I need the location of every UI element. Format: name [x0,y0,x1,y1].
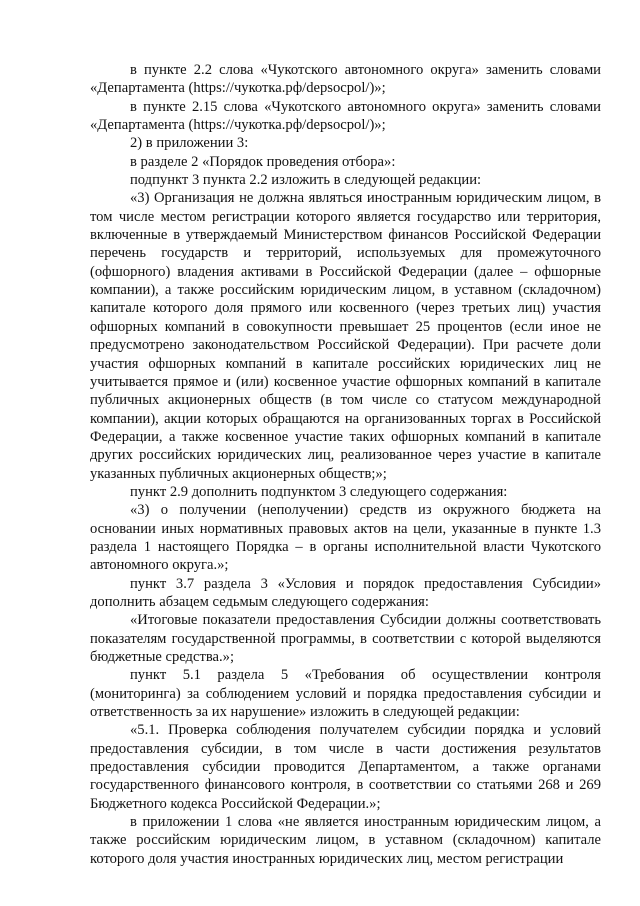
paragraph-amend-2-2: в пункте 2.2 слова «Чукотского автономного округа» заменить словами «Департамента (https://чукотка.рф/depsocpol/)»; [90,62,601,97]
paragraph-appendix-3: 2) в приложении 3: [130,135,249,152]
paragraph-amend-2-15: в пункте 2.15 слова «Чукотского автономного округа» заменить словами «Департамента (https://чукотка.рф/depsocpol/)»; [90,98,601,134]
paragraph-point-3-7-text: «Итоговые показатели предоставления Субсидии должны соответствовать показателям государственной программы, в соответствии с которой выделяются бюджетные средства.»; [90,612,601,665]
paragraph-point-2-9: пункт 2.9 дополнить подпунктом 3 следующего содержания: [130,483,508,500]
document-body [90,61,601,868]
paragraph-point-5-1-text: «5.1. Проверка соблюдения получателем субсидии порядка и условий предоставления субсидии, в том числе в части достижения результатов предоставления субсидии проводится Департаментом, а также органами государственного финансового контроля, в соответствии со статьями 268 и 269 Бюджетного кодекса Российской Федерации.»; [90,722,601,812]
paragraph-subpoint-3-intro: подпункт 3 пункта 2.2 изложить в следующей редакции: [130,172,482,189]
paragraph-point-3-7: пункт 3.7 раздела 3 «Условия и порядок предоставления Субсидии» дополнить абзацем седьмым следующего содержания: [90,575,601,610]
paragraph-point-5-1: пункт 5.1 раздела 5 «Требования об осуществлении контроля (мониторинга) за соблюдением условий и порядка предоставления субсидии и ответственность за их нарушение» изложить в следующей редакции: [90,667,601,721]
paragraph-appendix-1: в приложении 1 слова «не является иностранным юридическим лицом, а также российским юридическим лицом, в уставном (складочном) капитале которого доля участия иностранных юридических лиц, местом регистрации [90,814,601,867]
paragraph-section-2: в разделе 2 «Порядок проведения отбора»: [130,153,396,170]
paragraph-point-2-9-text: «3) о получении (неполучении) средств из окружного бюджета на основании иных нормативных правовых актов на цели, указанные в пункте 1.3 раздела 1 настоящего Порядка – в органы исполнительной власти Чукотского автономного округа.»; [90,502,601,574]
paragraph-subpoint-3-text: «3) Организация не должна являться иностранным юридическим лицом, в том числе местом регистрации которого является государство или территория, включенные в утверждаемый Министерством финансов Российской Федерации перечень государств и территорий, используемых для промежуточного (офшорного) владения активами в Российской Федерации (далее – офшорные компании), а также российским юридическим лицом, в уставном (складочном) капитале которого доля прямого или косвенного (через третьих лиц) участия офшорных компаний в совокупности превышает 25 процентов (если иное не предусмотрено законодательством Российской Федерации). При расчете доли участия офшорных компаний в капитале российских юридических лиц не учитывается прямое и (или) косвенное участие офшорных компаний в капитале публичных акционерных обществ (в том числе со статусом международной компании), акции которых обращаются на организованных торгах в Российской Федерации, а также косвенное участие таких офшорных компаний в капитале других российских юридических лиц, реализованное через участие в капитале указанных публичных акционерных обществ;»; [90,190,601,482]
